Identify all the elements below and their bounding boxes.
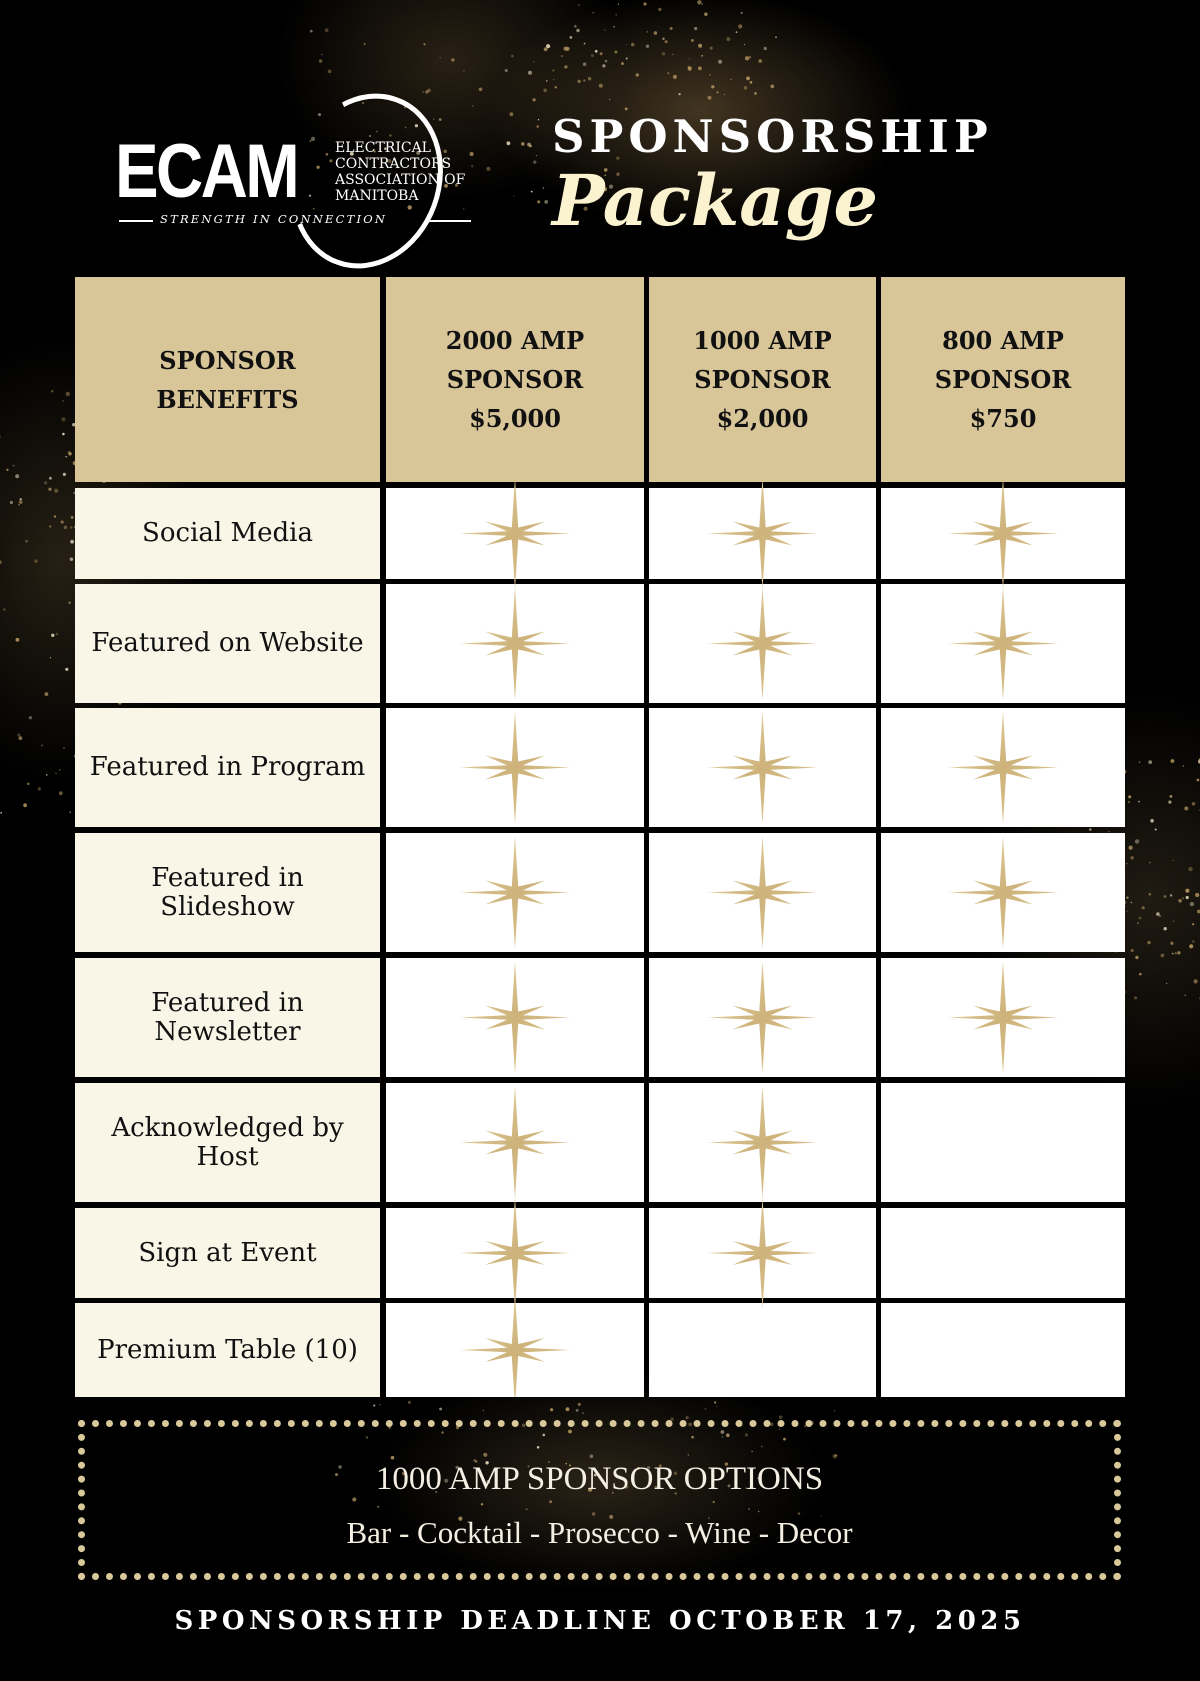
benefit-label: Featured in Program [75, 708, 380, 827]
benefit-cell-tier-1 [386, 1083, 644, 1202]
tier-name: 2000 AMP [445, 326, 585, 355]
benefit-cell-tier-3 [881, 958, 1125, 1077]
benefit-cell-tier-2 [649, 488, 876, 579]
header-tier-3 [881, 277, 1125, 482]
benefit-cell-tier-1 [386, 833, 644, 952]
benefit-cell-tier-2 [649, 584, 876, 703]
header-label-line: SPONSOR [159, 345, 296, 375]
tier-price: $5,000 [469, 404, 561, 433]
page-title: SPONSORSHIP [552, 110, 993, 163]
logo-mark: ECAM [115, 129, 298, 214]
logo-name-line: CONTRACTORS [335, 156, 452, 172]
options-title: 1000 AMP SPONSOR OPTIONS [375, 1461, 824, 1497]
benefit-cell-tier-1 [386, 1303, 644, 1397]
page-subtitle: Package [552, 159, 879, 242]
benefit-cell-tier-1 [386, 488, 644, 579]
header-tier-1 [386, 277, 644, 482]
benefit-label: Featured in Slideshow [75, 833, 380, 952]
logo-name-line: ASSOCIATION OF [335, 172, 466, 188]
benefit-label: Acknowledged by Host [75, 1083, 380, 1202]
benefit-cell-tier-1 [386, 958, 644, 1077]
benefit-cell-tier-2 [649, 1303, 876, 1397]
options-list: Bar - Cocktail - Prosecco - Wine - Decor [346, 1515, 853, 1550]
tier-name: 1000 AMP [693, 326, 832, 355]
logo-rule [427, 220, 471, 222]
tier-label: SPONSOR [694, 365, 831, 394]
benefit-cell-tier-1 [386, 1208, 644, 1298]
tier-price: $2,000 [716, 404, 809, 433]
benefit-cell-tier-3 [881, 708, 1125, 827]
tier-label: SPONSOR [934, 365, 1072, 394]
benefit-label: Premium Table (10) [75, 1303, 380, 1397]
benefit-cell-tier-2 [649, 1083, 876, 1202]
logo-association-name [335, 140, 485, 204]
header-sponsor-benefits [75, 277, 380, 482]
benefit-label: Social Media [75, 488, 380, 579]
benefit-cell-tier-3 [881, 1083, 1125, 1202]
sponsorship-deadline: SPONSORSHIP DEADLINE OCTOBER 17, 2025 [174, 1606, 1026, 1636]
header-tier-2 [649, 277, 876, 482]
header-label-line: BENEFITS [156, 384, 299, 414]
benefit-cell-tier-2 [649, 958, 876, 1077]
benefit-cell-tier-2 [649, 1208, 876, 1298]
benefit-label: Featured in Newsletter [75, 958, 380, 1077]
benefit-cell-tier-3 [881, 584, 1125, 703]
benefit-label: Sign at Event [75, 1208, 380, 1298]
tier-name: 800 AMP [942, 326, 1064, 355]
logo-name-line: MANITOBA [335, 188, 419, 204]
sponsor-options-box [78, 1420, 1121, 1580]
benefit-cell-tier-3 [881, 488, 1125, 579]
ecam-logo [115, 92, 485, 267]
sponsor-benefits-table [75, 277, 1125, 1397]
benefit-cell-tier-3 [881, 1303, 1125, 1397]
benefit-cell-tier-3 [881, 833, 1125, 952]
benefit-cell-tier-2 [649, 833, 876, 952]
logo-rule [119, 220, 153, 222]
tier-price: $750 [969, 404, 1037, 433]
benefit-cell-tier-1 [386, 708, 644, 827]
benefit-label: Featured on Website [75, 584, 380, 703]
tier-label: SPONSOR [446, 365, 584, 394]
benefit-cell-tier-3 [881, 1208, 1125, 1298]
logo-tagline: STRENGTH IN CONNECTION [160, 212, 388, 226]
logo-name-line: ELECTRICAL [335, 140, 431, 156]
benefit-cell-tier-1 [386, 584, 644, 703]
benefit-cell-tier-2 [649, 708, 876, 827]
